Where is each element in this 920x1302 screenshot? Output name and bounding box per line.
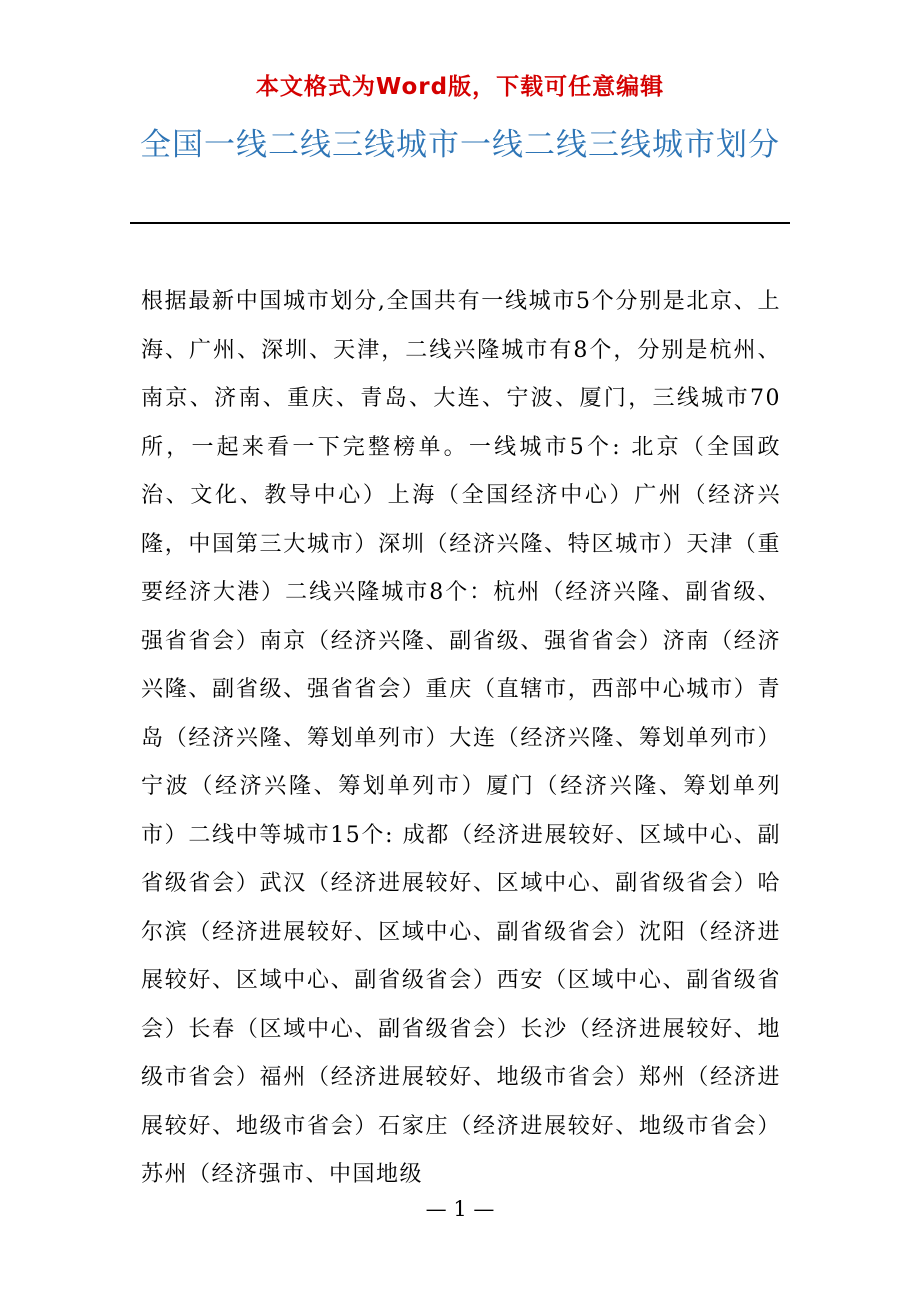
document-title: 全国一线二线三线城市一线二线三线城市划分: [140, 127, 780, 163]
body-paragraph: 根据最新中国城市划分,全国共有一线城市5个分别是北京、上海、广州、深圳、天津，二线兴隆城市有8个，分别是杭州、南京、济南、重庆、青岛、大连、宁波、厦门，三线城市70所，一起来看一下完整榜单。一线城市5个: 北京（全国政治、文化、教导中心）上海（全国经济中心）广州（经济兴隆，中国第三大城市）深圳（经济兴隆、特区城市）天津（重要经济大港）二线兴隆城市8个：杭州（经济兴隆、副省级、强省省会）南京（经济兴隆、副省级、强省省会）济南（经济兴隆、副省级、强省省会）重庆（直辖市，西部中心城市）青岛（经济兴隆、筹划单列市）大连（经济兴隆、筹划单列市）宁波（经济兴隆、筹划单列市）厦门（经济兴隆、筹划单列市）二线中等城市15个: 成都（经济进展较好、区域中心、副省级省会）武汉（经济进展较好、区域中心、副省级省会）哈尔滨（经济进展较好、区域中心、副省级省会）沈阳（经济进展较好、区域中心、副省级省会）西安（区域中心、副省级省会）长春（区域中心、副省级省会）长沙（经济进展较好、地级市省会）福州（经济进展较好、地级市省会）郑州（经济进展较好、地级市省会）石家庄（经济进展较好、地级市省会）苏州（经济强市、中国地级: [141, 289, 781, 1187]
title-divider: [130, 222, 790, 224]
format-notice: 本文格式为Word版，下载可任意编辑: [255, 74, 665, 100]
page-number: — 1 —: [425, 1197, 495, 1221]
